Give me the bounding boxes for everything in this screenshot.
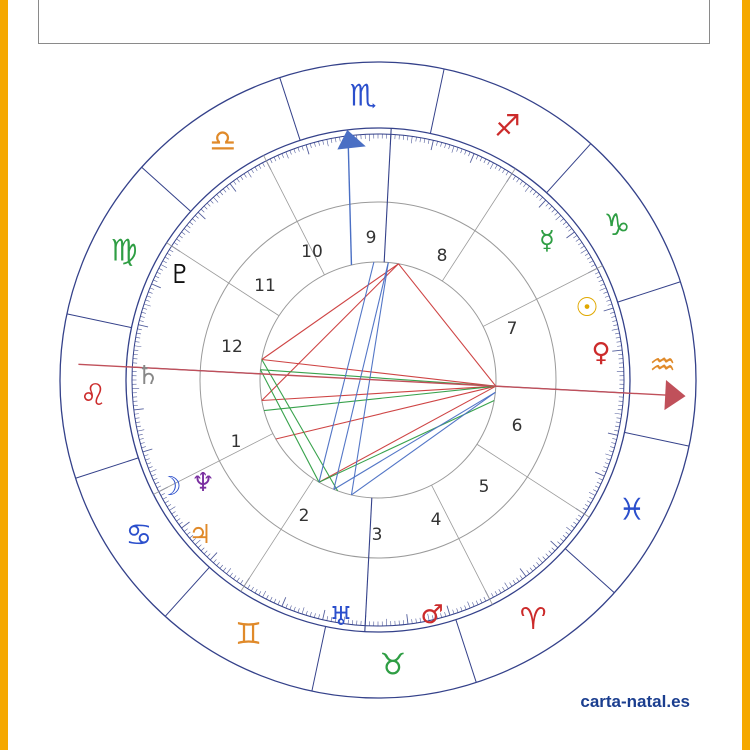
sign-glyph-pisces: ♓ [618, 492, 646, 528]
sign-glyph-scorpio: ♏ [349, 78, 377, 114]
natal-chart-wheel [48, 50, 708, 710]
top-info-box [38, 0, 710, 44]
house-number-5: 5 [478, 477, 490, 497]
planet-glyph-moon: ☽ [158, 472, 182, 502]
planet-glyph-venus: ♀ [591, 338, 611, 368]
planet-glyph-mercury: ☿ [539, 226, 555, 256]
planet-glyphs [136, 226, 610, 632]
planet-glyph-pluto: ♇ [168, 260, 192, 290]
sign-glyph-leo: ♌ [79, 377, 107, 413]
planet-glyph-sun: ☉ [575, 293, 599, 323]
house-number-3: 3 [371, 525, 383, 545]
planet-glyph-saturn: ♄ [136, 361, 160, 391]
planet-glyph-uranus: ♅ [329, 602, 353, 632]
house-number-12: 12 [221, 337, 243, 357]
sign-glyph-virgo: ♍ [110, 233, 138, 269]
aspect-lines [260, 262, 495, 495]
house-number-1: 1 [230, 432, 242, 452]
house-number-10: 10 [301, 242, 323, 262]
house-number-8: 8 [436, 246, 448, 266]
chart-svg [48, 50, 708, 710]
planet-glyph-jupiter: ♃ [188, 520, 212, 550]
sign-glyph-taurus: ♉ [379, 647, 407, 683]
sign-glyph-libra: ♎ [209, 123, 237, 159]
house-number-9: 9 [365, 228, 377, 248]
planet-glyph-neptune: ♆ [191, 468, 215, 498]
sign-glyph-sagittarius: ♐ [493, 109, 521, 145]
right-orange-border [742, 0, 750, 750]
house-number-2: 2 [298, 506, 310, 526]
planet-glyph-mars: ♂ [420, 600, 444, 630]
left-orange-border [0, 0, 8, 750]
sign-glyph-aries: ♈ [519, 602, 547, 638]
house-number-7: 7 [506, 319, 518, 339]
sign-glyph-cancer: ♋ [125, 518, 153, 554]
site-credit: carta-natal.es [580, 692, 690, 711]
house-number-4: 4 [430, 510, 442, 530]
house-number-11: 11 [254, 276, 276, 296]
sign-glyph-aquarius: ♒ [649, 348, 677, 384]
sign-glyph-capricorn: ♑ [603, 207, 631, 243]
sign-glyph-gemini: ♊ [235, 616, 263, 652]
house-number-6: 6 [511, 416, 523, 436]
